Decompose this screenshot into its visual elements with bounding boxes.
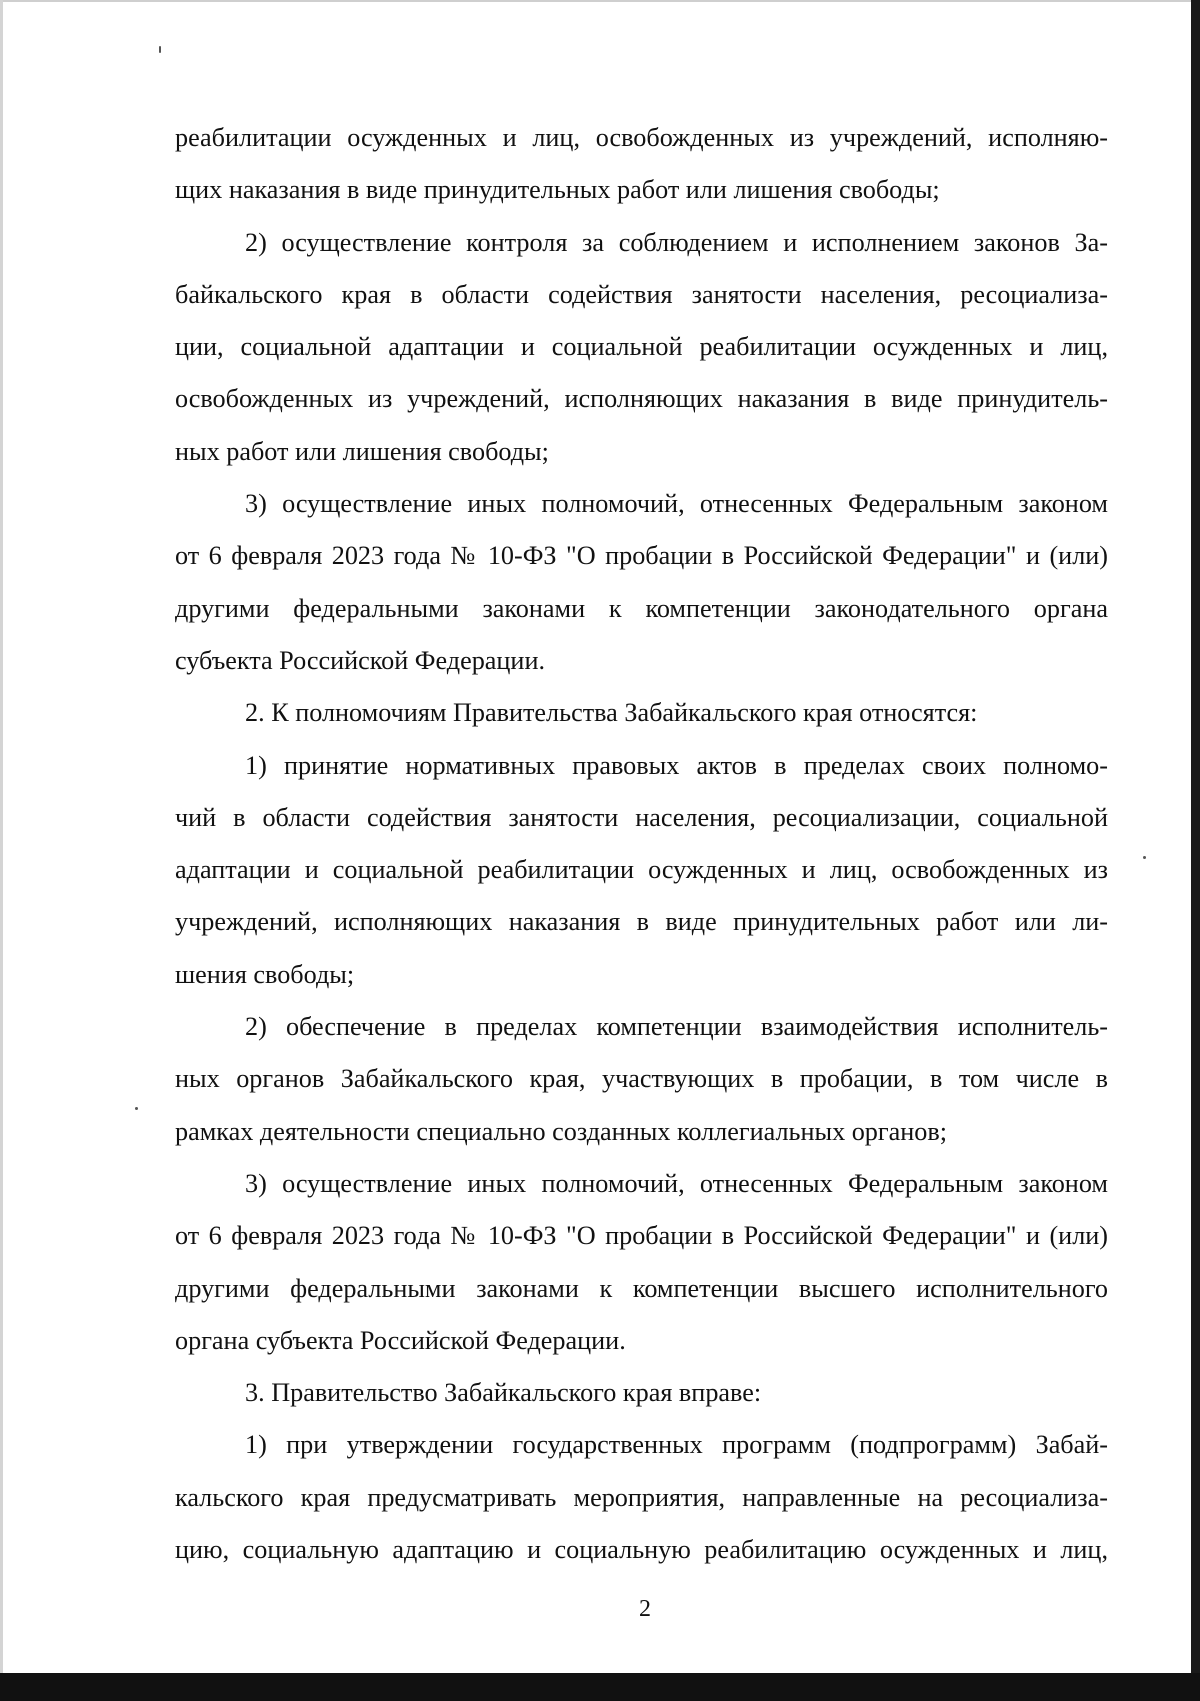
- text-line: чий в области содействия занятости населения, ресоциализации, социальной: [175, 802, 1108, 832]
- text-line: 1) при утверждении государственных программ (подпрограмм) Забай-: [245, 1430, 1108, 1460]
- text-line: 3. Правительство Забайкальского края вправе:: [245, 1378, 762, 1408]
- text-line: от 6 февраля 2023 года № 10-ФЗ "О пробации в Российской Федерации" и (или): [175, 1221, 1108, 1251]
- scan-speck: [1143, 856, 1146, 859]
- text-line: 3) осуществление иных полномочий, отнесенных Федеральным законом: [245, 1168, 1108, 1198]
- text-line: органа субъекта Российской Федерации.: [175, 1325, 626, 1355]
- scan-speck: [135, 1107, 138, 1110]
- text-line: байкальского края в области содействия занятости населения, ресоциализа-: [175, 279, 1108, 309]
- text-line: щих наказания в виде принудительных работ или лишения свободы;: [175, 175, 940, 205]
- text-line: субъекта Российской Федерации.: [175, 645, 545, 675]
- text-line: от 6 февраля 2023 года № 10-ФЗ "О пробации в Российской Федерации" и (или): [175, 541, 1108, 571]
- text-line: ции, социальной адаптации и социальной реабилитации осужденных и лиц,: [175, 332, 1108, 362]
- text-line: учреждений, исполняющих наказания в виде принудительных работ или ли-: [175, 907, 1108, 937]
- scan-speck: [159, 46, 161, 53]
- text-line: 1) принятие нормативных правовых актов в пределах своих полномо-: [245, 750, 1108, 780]
- page-number: 2: [639, 1596, 651, 1622]
- scan-edge-right: [1191, 0, 1200, 1701]
- text-line: 2. К полномочиям Правительства Забайкальского края относятся:: [245, 698, 978, 728]
- scan-edge-left: [0, 0, 3, 1701]
- text-line: другими федеральными законами к компетенции законодательного органа: [175, 593, 1108, 623]
- text-line: кальского края предусматривать мероприятия, направленные на ресоциализа-: [175, 1482, 1108, 1512]
- text-line: 2) осуществление контроля за соблюдением и исполнением законов За-: [245, 227, 1108, 257]
- text-line: шения свободы;: [175, 959, 355, 989]
- text-line: 3) осуществление иных полномочий, отнесенных Федеральным законом: [245, 489, 1108, 519]
- text-line: ных органов Забайкальского края, участвующих в пробации, в том числе в: [175, 1064, 1108, 1094]
- text-line: рамках деятельности специально созданных коллегиальных органов;: [175, 1116, 948, 1146]
- scan-edge-bottom: [0, 1673, 1200, 1701]
- scan-edge-top: [0, 0, 1200, 2]
- text-line: другими федеральными законами к компетенции высшего исполнительного: [175, 1273, 1108, 1303]
- text-line: цию, социальную адаптацию и социальную реабилитацию осужденных и лиц,: [175, 1535, 1108, 1565]
- text-line: 2) обеспечение в пределах компетенции взаимодействия исполнитель-: [245, 1012, 1108, 1042]
- text-line: реабилитации осужденных и лиц, освобожденных из учреждений, исполняю-: [175, 123, 1108, 152]
- text-line: адаптации и социальной реабилитации осужденных и лиц, освобожденных из: [175, 855, 1108, 885]
- text-line: ных работ или лишения свободы;: [175, 436, 549, 466]
- document-body: [175, 112, 1108, 1576]
- text-line: освобожденных из учреждений, исполняющих наказания в виде принудитель-: [175, 384, 1108, 414]
